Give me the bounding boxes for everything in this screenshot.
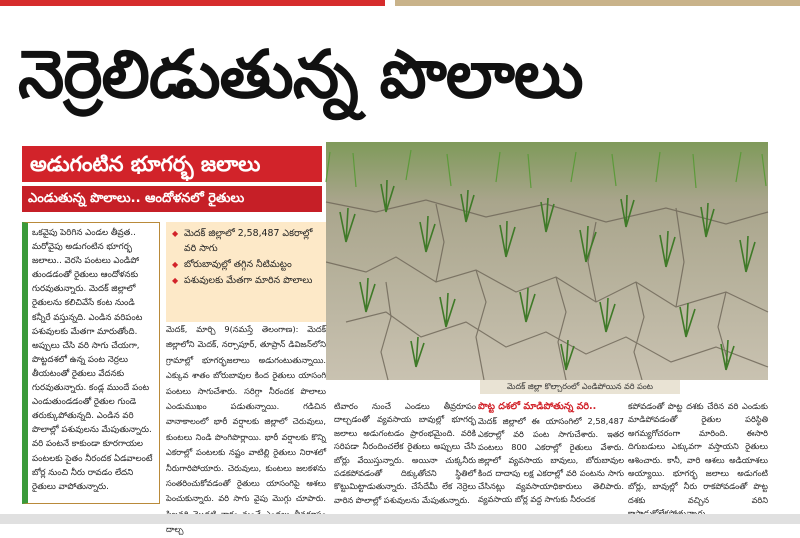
article-column-3 xyxy=(478,400,624,508)
article-text: టివారం నుంచే ఎండలు తీవ్రరూపం దాల్చడంతో వ్యవసాయ బావుల్లో భూగర్భ జలాలు అడుగంటడం ప్రారంభమైంది. వరికి సరిపడా నీరందించలేక రైతులు అప్పులు చేసి బోర్లు వేయిస్తున్నారు. అయినా చుక్కనీరు పడకపోవడంతో దిక్కుతోచని స్థితిలో కొట్టుమిట్టాడుతున్నారు. చేసేదేమీ లేక నెర్రెలు వారిన పొలాల్లో పశువులను మేపుతున్నారు. xyxy=(334,401,476,505)
intro-box xyxy=(22,222,160,504)
article-text: మెదక్‌, మార్చి 9(నమస్తే తెలంగాణ): మెదక్‌ జిల్లాలోని మెదక్‌, నర్సాపూర్‌, తూప్రాన్‌ డివిజన్‌లోని గ్రామాల్లో భూగర్భజలాలు అడుగంటుతున్నాయి. ఎక్కువ శాతం బోరుబావుల కింద రైతులు యాసంగి పంటలు సాగుచేశారు. సరిగ్గా నీరందక పొలాలు ఎండుముఖం పడుతున్నాయి. గడిచిన వానాకాలంలో భారీ వర్షాలకు జిల్లాలో చెరువులు, కుంటలు నిండి పొంగిపొర్లాయి. భారీ వర్షాలకు కొన్ని ఎకరాల్లో పంటలకు నష్టం వాటిల్లి రైతులు నిరాశలో నీరుగారిపోయారు. చెరువులు, కుంటలు జలకళను సంతరించుకోవడంతో రైతులు యాసంగిపై ఆశలు పెంచుకున్నారు. వరి సాగు వైపు మొగ్గు చూపారు. దాల్చ xyxy=(166,324,326,535)
top-photo-strip xyxy=(395,0,800,6)
highlights-box xyxy=(166,222,326,322)
article-column-2 xyxy=(334,400,476,508)
dry-paddy-field-photo xyxy=(326,142,768,380)
article-column-4 xyxy=(628,400,768,508)
highlight-item: ◆ బోరుబావుల్లో తగ్గిన నీటిమట్టం xyxy=(172,257,320,272)
paddy-field-illustration xyxy=(326,142,768,380)
top-red-strip xyxy=(0,0,385,6)
subheadline-farmers: ఎండుతున్న పొలాలు.. ఆందోళనలో రైతులు xyxy=(22,186,322,212)
article-text: కపోవడంతో పొట్ట దశకు చేరిన వరి ఎండుకు మాడిపోవడంతో రైతుల పరిస్థితి అగమ్యగోచరంగా మారింది. ఈసారి దిగుబడులు ఎక్కువగా వస్తాయని రైతులు ఆశించారు. కానీ, వారి ఆశలు అడియాశలు అయ్యాయి. భూగర్భ జలాలు అడుగంటి బోర్లు, బావుల్లో నీరు రాకపోవడంతో పొట్ట దశకు వచ్చిన వరిని xyxy=(628,401,768,505)
headline: నెర్రెలిడుతున్న పొలాలు xyxy=(18,36,583,113)
highlight-item: ◆ మెదక్‌ జిల్లాలో 2,58,487 ఎకరాల్లో వరి సాగు xyxy=(172,226,320,256)
page-footer-strip xyxy=(0,514,800,524)
section-subhead: పొట్ట దశలో మాడిపోతున్న వరి.. xyxy=(478,401,597,412)
article-column-1 xyxy=(166,322,326,535)
subheadline-groundwater: అడుగంటిన భూగర్భ జలాలు xyxy=(22,146,322,182)
highlight-item: ◆ పశువులకు మేతగా మారిన పొలాలు xyxy=(172,273,320,288)
article-text: మెదక్‌ జిల్లాలో ఈ యాసంగిలో 2,58,487 ఎకరాల్లో వరి పంట సాగుచేశారు. ఇతర పంటలు 800 ఎకరాల్లో రైతులు వేశారు. జిల్లాలో వ్యవసాయ బావులు, బోరుబావుల కింద దాదాపు లక్ష ఎకరాల్లో వరి పంటను సాగు చేసినట్లు వ్యవసాయాధికారులు తెలిపారు. వ్యవసాయ బోర్ల వద్ద సాగుకు నీరందక xyxy=(478,416,624,504)
photo-caption: మెదక్‌ జిల్లా కొల్చారంలో ఎండిపోయిన వరి పంట xyxy=(480,380,680,394)
intro-text: ఒకవైపు పెరిగిన ఎండల తీవ్రత.. మరోవైపు అడుగంటిన భూగర్భ జలాలు.. వెరసి పంటలు ఎండిపో తుండడంతో రైతులు ఆందోళనకు గురవుతున్నారు. మెదక్‌ జిల్లాలో రైతులను కలిచివేసే కంట నుండి కన్నీరే వస్తున్నది. ఎండిన వరిపంట పశువులకు మేతగా మారుతోంది. అప్పులు చేసి వరి సాగు చేయగా, పొట్టదశలో ఉన్న పంట నెర్రలు తీయటంతో రైతులు వేదనకు గురవుతున్నారు. కండ్ల ముందే పంట ఎండుతుండడంతో రైతుల గుండె తరుక్కుపోతున్నది. ఎండిన వరి పొలాల్లో పశువులను మేపుతున్నారు. వరి పంటనే కాకుండా కూరగాయల పంటలకు సైతం నీరందక ఏడవాలంటే బోర్ల నుంచి నీరు రావడం లేదని రైతులు వాపోతున్నారు. xyxy=(32,228,153,492)
